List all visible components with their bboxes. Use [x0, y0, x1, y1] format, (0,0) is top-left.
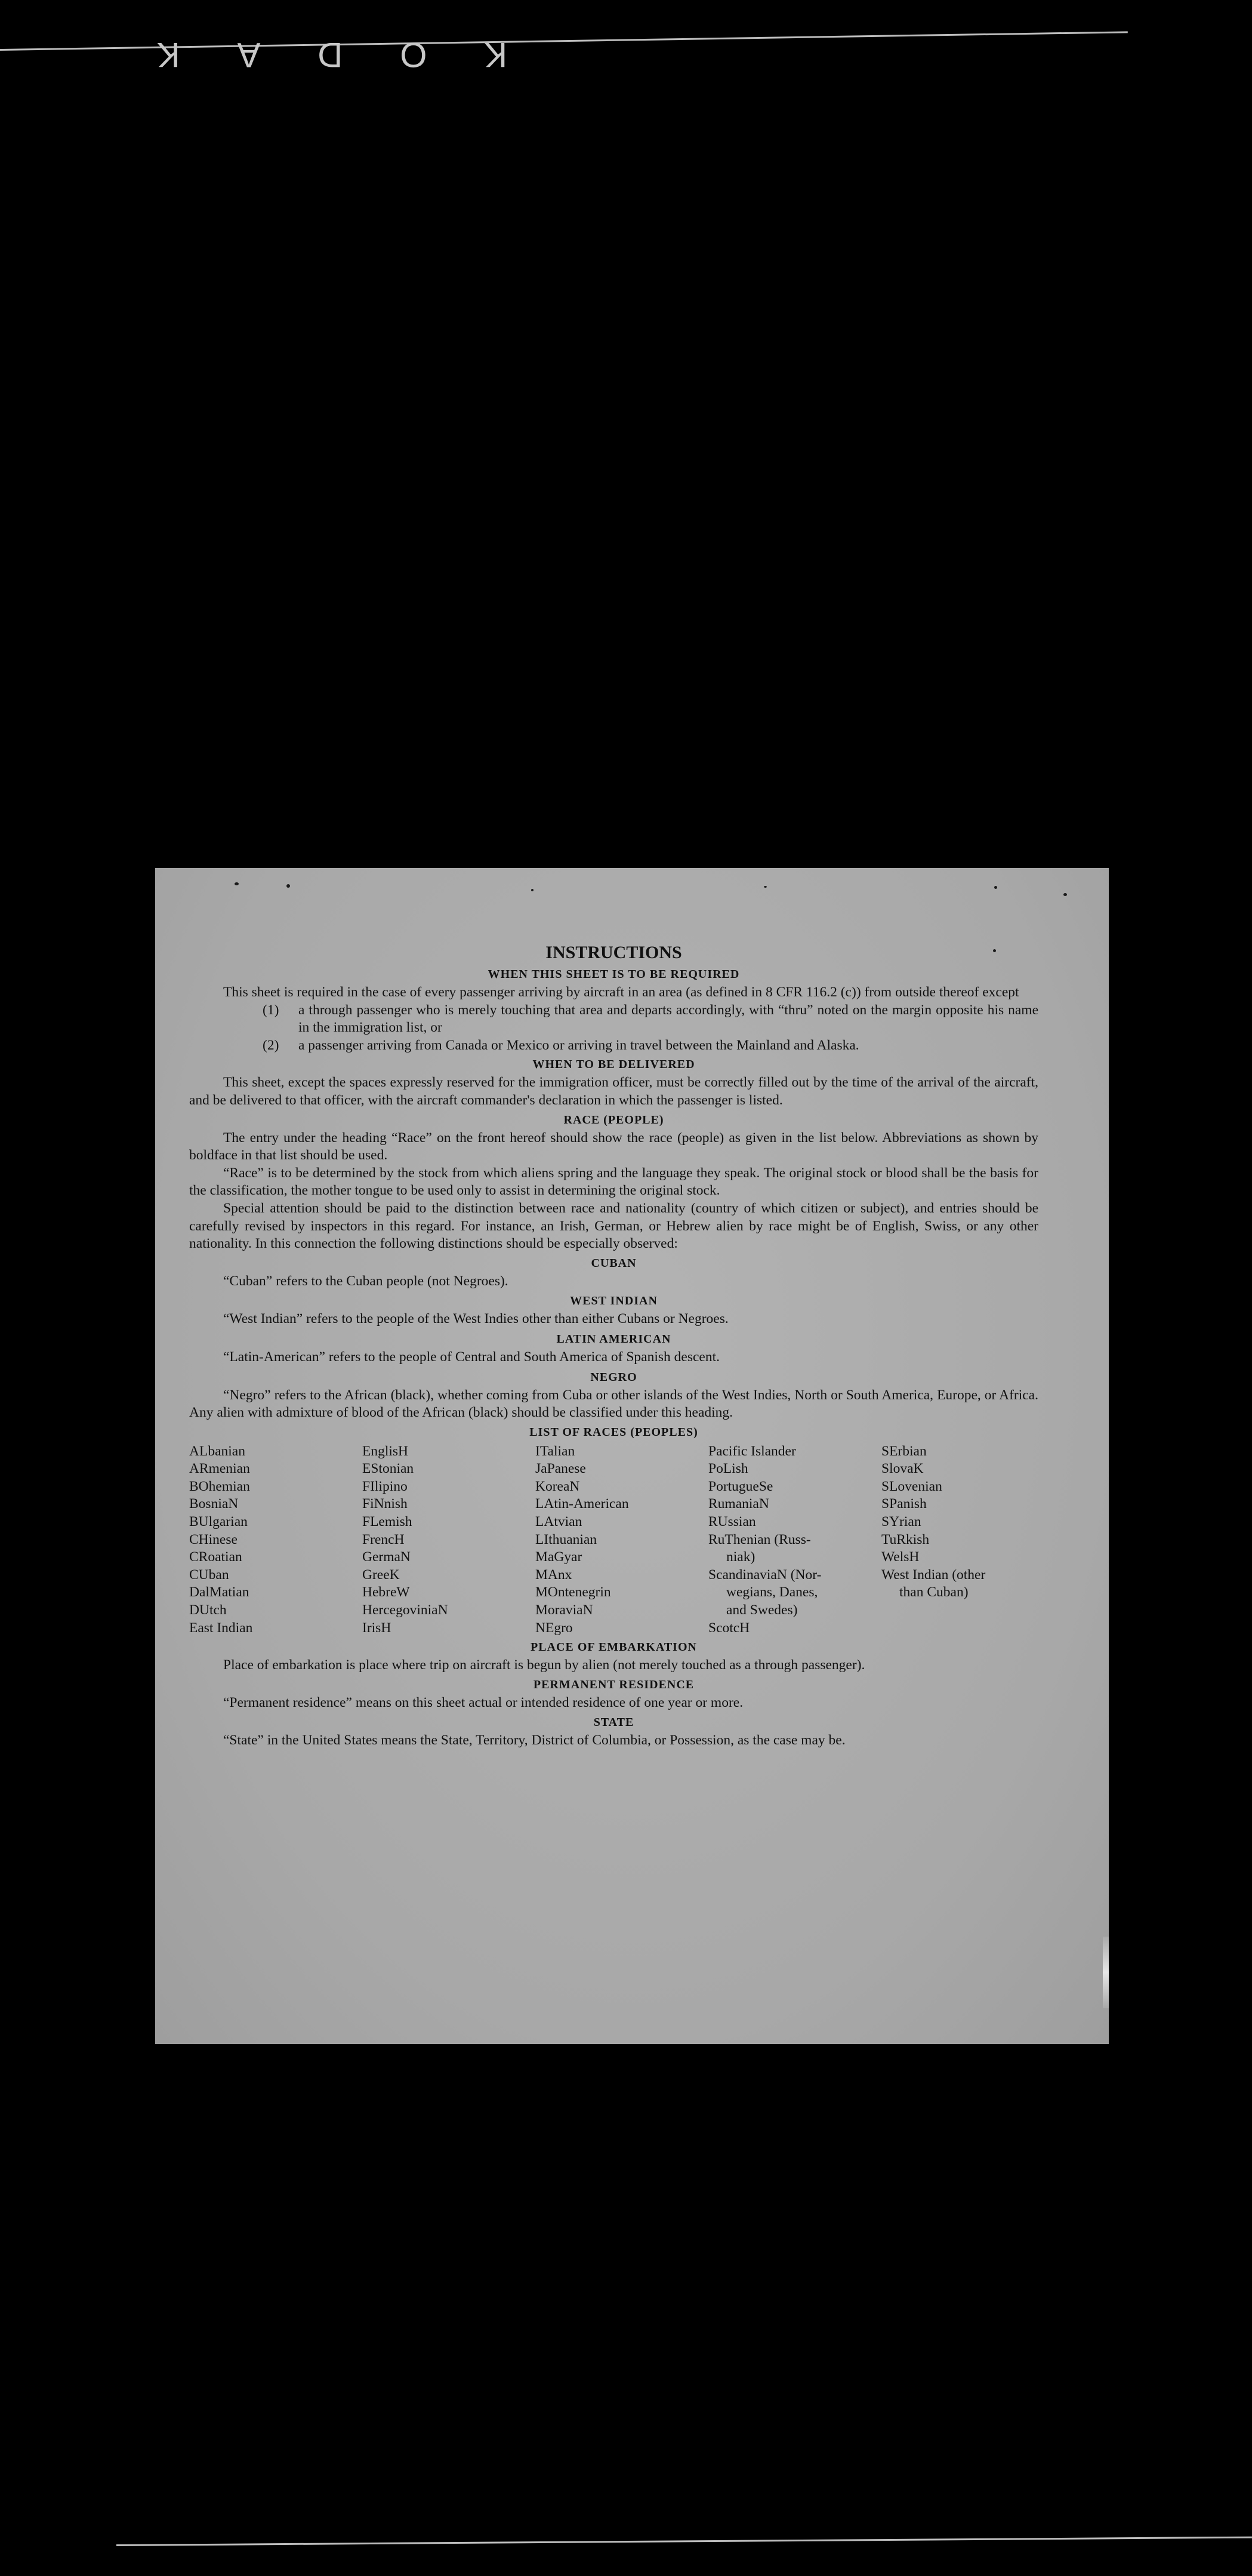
race-list-item: HercegoviniaN — [362, 1602, 448, 1618]
race-list-item: HebreW — [362, 1584, 410, 1601]
film-frame-bottom-line — [116, 2537, 1252, 2546]
race-list-item: LAtin-American — [535, 1496, 629, 1512]
exception-text: a passenger arriving from Canada or Mexico or arriving in travel between the Mainland and Alaska. — [298, 1037, 859, 1053]
heading-negro: NEGRO — [590, 1370, 637, 1384]
heading-when-delivered: WHEN TO BE DELIVERED — [532, 1058, 695, 1072]
race-paragraph: Special attention should be paid to the distinction between race and nationality (country of which citizen or subject), and entries should be carefully revised by inspectors in this regard. For instance, an Irish, German, or Hebrew alien by race might be of English, Swiss, or any other nationality. In this connection the following distinctions should be especially observed: — [189, 1200, 1038, 1252]
race-list-item: BOhemian — [189, 1478, 250, 1494]
race-paragraph: The entry under the heading “Race” on the front hereof should show the race (people) as given in the list below. Abbreviations as shown by boldface in that list should be used. — [189, 1129, 1038, 1164]
race-list-item: ARmenian — [189, 1461, 250, 1477]
race-list-item: Pacific Islander — [708, 1443, 796, 1459]
heading-cuban: CUBAN — [591, 1256, 637, 1270]
dust-speck — [235, 882, 239, 885]
race-list-item: FrencH — [362, 1531, 405, 1547]
race-list-column — [535, 1443, 708, 1638]
race-list-item: MAnx — [535, 1566, 572, 1583]
exception-number: (2) — [263, 1037, 279, 1053]
race-list-item: GreeK — [362, 1566, 400, 1583]
race-list-item: EStonian — [362, 1461, 414, 1477]
race-list-item: FIlipino — [362, 1478, 408, 1494]
race-list-item: KoreaN — [535, 1478, 580, 1494]
race-list-item: DalMatian — [189, 1584, 249, 1601]
heading-race: RACE (PEOPLE) — [563, 1113, 664, 1127]
latin-american-text: “Latin-American” refers to the people of Central and South America of Spanish descent. — [223, 1349, 720, 1365]
kodak-film-edge-print: KODAK — [99, 35, 507, 74]
race-list-item: TuRkish — [881, 1531, 930, 1547]
race-list-item: BosniaN — [189, 1496, 239, 1512]
heading-state: STATE — [593, 1716, 634, 1729]
race-list-item: than Cuban) — [899, 1584, 969, 1601]
race-list-item: ScandinaviaN (Nor- — [708, 1566, 822, 1583]
dust-speck — [531, 889, 534, 891]
exception-item — [263, 1002, 1038, 1037]
race-list-item: GermaN — [362, 1549, 411, 1565]
race-list-column — [362, 1443, 535, 1638]
race-paragraph: “Race” is to be determined by the stock from which aliens spring and the language they speak. The original stock or blood shall be the basis for the classification, the mother tongue to be used only to assist in determining the original stock. — [189, 1165, 1038, 1199]
embarkation-text: Place of embarkation is place where trip on aircraft is begun by alien (not merely touched as a through passenger). — [223, 1657, 865, 1673]
document-title: INSTRUCTIONS — [545, 943, 682, 962]
race-list-item: CUban — [189, 1566, 229, 1583]
race-list-item: FLemish — [362, 1514, 412, 1530]
race-list-column — [881, 1443, 1038, 1638]
race-list-item: SErbian — [881, 1443, 927, 1459]
race-list-item: FiNnish — [362, 1496, 408, 1512]
west-indian-text: “West Indian” refers to the people of the West Indies other than either Cubans or Negroes. — [223, 1311, 729, 1327]
race-list-column — [189, 1443, 362, 1638]
when-delivered-text: This sheet, except the spaces expressly reserved for the immigration officer, must be correctly filled out by the time of the arrival of the aircraft, and be delivered to that officer, with the aircraft commander's declaration in which the passenger is listed. — [189, 1075, 1038, 1108]
race-list-item: RuThenian (Russ- — [708, 1531, 811, 1547]
dust-speck — [286, 884, 290, 888]
race-list-item: RumaniaN — [708, 1496, 769, 1512]
race-list-item: West Indian (other — [881, 1566, 986, 1583]
exception-list — [263, 1002, 1038, 1055]
race-list-item: PortugueSe — [708, 1478, 773, 1494]
exception-item — [263, 1037, 1038, 1055]
exception-text: a through passenger who is merely touching that area and departs accordingly, with “thru” noted on the margin opposite his name in the immigration list, or — [298, 1002, 1038, 1036]
race-list-item: BUlgarian — [189, 1514, 248, 1530]
heading-latin-american: LATIN AMERICAN — [556, 1332, 671, 1346]
race-list-item: SlovaK — [881, 1461, 924, 1477]
race-list-item: IrisH — [362, 1620, 391, 1636]
heading-list-of-races: LIST OF RACES (PEOPLES) — [529, 1425, 698, 1439]
race-list-grid — [189, 1443, 1038, 1638]
dust-speck — [764, 886, 767, 888]
race-list-item: wegians, Danes, — [726, 1584, 818, 1601]
heading-when-required: WHEN THIS SHEET IS TO BE REQUIRED — [488, 968, 740, 981]
heading-embarkation: PLACE OF EMBARKATION — [531, 1641, 697, 1654]
race-list-item: SLovenian — [881, 1478, 942, 1494]
race-list-item: SYrian — [881, 1514, 921, 1530]
race-list-item: and Swedes) — [726, 1602, 798, 1618]
dust-speck — [1063, 893, 1067, 896]
race-list-item: MaGyar — [535, 1549, 582, 1565]
race-list-item: LIthuanian — [535, 1531, 597, 1547]
race-list-item: SPanish — [881, 1496, 927, 1512]
race-list-item: RUssian — [708, 1514, 756, 1530]
dust-speck — [993, 949, 996, 952]
race-list-item: JaPanese — [535, 1461, 586, 1477]
race-list-item: LAtvian — [535, 1514, 582, 1530]
instruction-sheet — [155, 868, 1109, 2044]
race-list-item: CHinese — [189, 1531, 238, 1547]
race-list-item: NEgro — [535, 1620, 573, 1636]
race-list-item: ALbanian — [189, 1443, 245, 1459]
race-list-item: MOntenegrin — [535, 1584, 611, 1601]
race-list-item: niak) — [726, 1549, 755, 1565]
sheet-edge-glare — [1103, 1937, 1109, 2008]
exception-number: (1) — [263, 1002, 279, 1018]
race-list-item: MoraviaN — [535, 1602, 593, 1618]
race-list-item: East Indian — [189, 1620, 253, 1636]
race-list-item: WelsH — [881, 1549, 920, 1565]
state-text: “State” in the United States means the State, Territory, District of Columbia, or Possession, as the case may be. — [223, 1732, 846, 1749]
heading-west-indian: WEST INDIAN — [570, 1294, 658, 1308]
negro-text: “Negro” refers to the African (black), whether coming from Cuba or other islands of the West Indies, North or South America, Europe, or Africa. Any alien with admixture of blood of the African (black) should be classified under this heading. — [189, 1387, 1038, 1421]
heading-permanent-residence: PERMANENT RESIDENCE — [533, 1678, 695, 1691]
race-list-item: DUtch — [189, 1602, 227, 1618]
race-list-column — [708, 1443, 881, 1638]
race-list-item: ITalian — [535, 1443, 575, 1459]
cuban-text: “Cuban” refers to the Cuban people (not Negroes). — [223, 1273, 508, 1289]
race-list-item: CRoatian — [189, 1549, 242, 1565]
permanent-residence-text: “Permanent residence” means on this sheet actual or intended residence of one year or more. — [223, 1694, 744, 1710]
race-list-item: PoLish — [708, 1461, 748, 1477]
race-list-item: EnglisH — [362, 1443, 409, 1459]
when-required-intro: This sheet is required in the case of every passenger arriving by aircraft in an area (as defined in 8 CFR 116.2 (c)) from outside thereof except — [223, 984, 1019, 1000]
dust-speck — [994, 886, 997, 889]
race-list-item: ScotcH — [708, 1620, 750, 1636]
